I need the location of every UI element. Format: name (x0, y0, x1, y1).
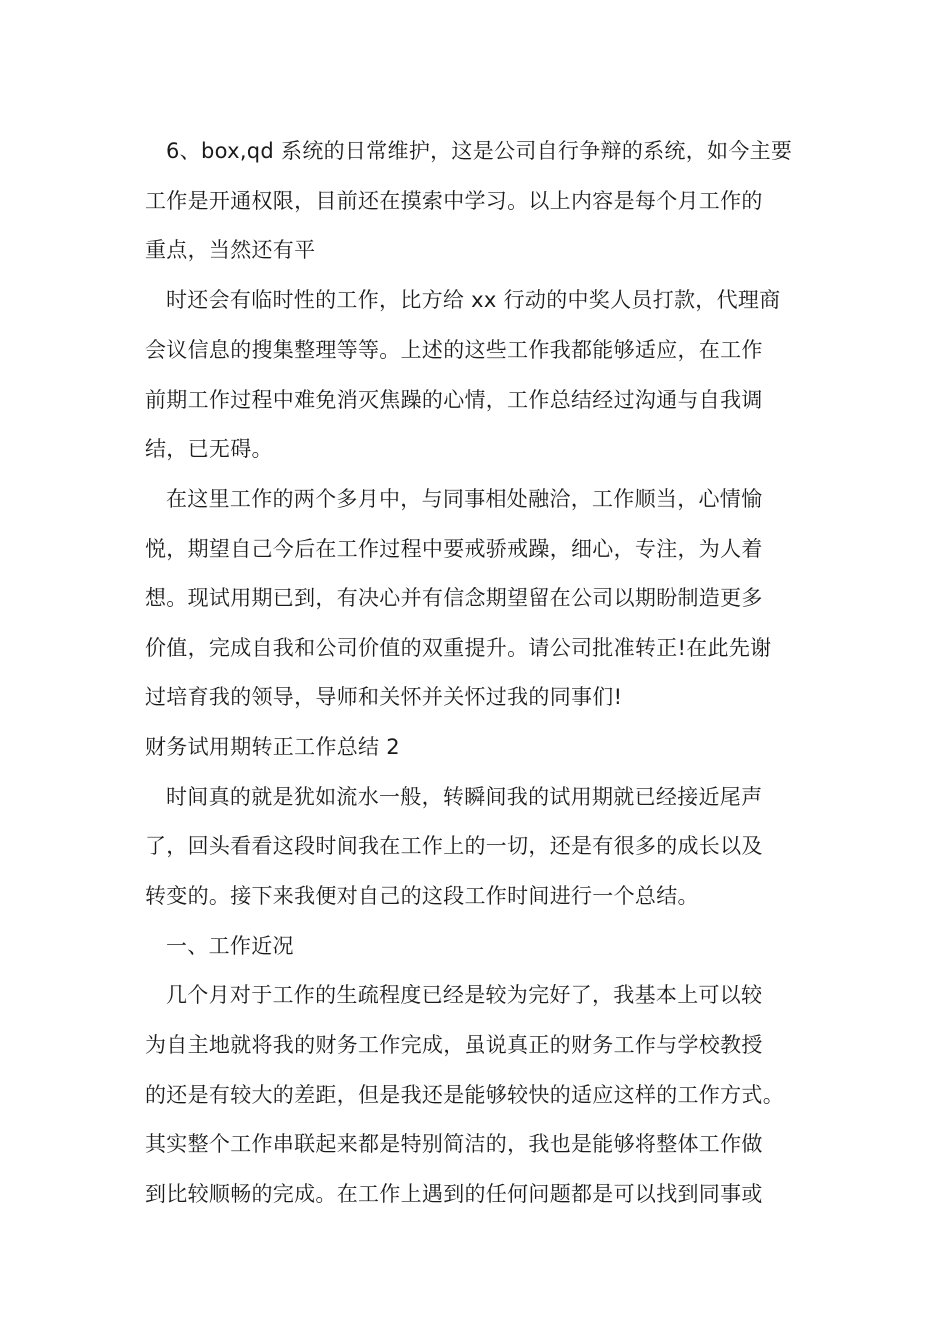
paragraph-line: 前期工作过程中难免消灭焦躁的心情，工作总结经过沟通与自我调 (145, 388, 763, 412)
paragraph-line: 在这里工作的两个多月中，与同事相处融洽，工作顺当，心情愉 (166, 487, 763, 511)
paragraph-line: 为自主地就将我的财务工作完成，虽说真正的财务工作与学校教授 (145, 1033, 763, 1057)
section-heading: 财务试用期转正工作总结 2 (145, 735, 400, 759)
paragraph-line: 价值，完成自我和公司价值的双重提升。请公司批准转正!在此先谢 (145, 636, 772, 660)
paragraph-line: 会议信息的搜集整理等等。上述的这些工作我都能够适应，在工作 (145, 338, 763, 362)
paragraph-line: 6、box,qd 系统的日常维护，这是公司自行争辩的系统，如今主要 (166, 139, 793, 163)
paragraph-line: 时还会有临时性的工作，比方给 xx 行动的中奖人员打款，代理商 (166, 288, 781, 312)
paragraph-line: 转变的。接下来我便对自己的这段工作时间进行一个总结。 (145, 884, 699, 908)
subsection-heading: 一、工作近况 (166, 934, 294, 958)
paragraph-line: 其实整个工作串联起来都是特别简洁的，我也是能够将整体工作做 (145, 1132, 763, 1156)
paragraph-line: 到比较顺畅的完成。在工作上遇到的任何问题都是可以找到同事或 (145, 1182, 763, 1206)
paragraph-line: 悦，期望自己今后在工作过程中要戒骄戒躁，细心，专注，为人着 (145, 537, 763, 561)
paragraph-line: 几个月对于工作的生疏程度已经是较为完好了，我基本上可以较 (166, 983, 763, 1007)
paragraph-line: 的还是有较大的差距，但是我还是能够较快的适应这样的工作方式。 (145, 1083, 784, 1107)
paragraph-line: 结，已无碍。 (145, 437, 273, 461)
paragraph-line: 时间真的就是犹如流水一般，转瞬间我的试用期就已经接近尾声 (166, 785, 763, 809)
paragraph-line: 想。现试用期已到，有决心并有信念期望留在公司以期盼制造更多 (145, 586, 763, 610)
paragraph-line: 过培育我的领导，导师和关怀并关怀过我的同事们! (145, 685, 623, 709)
paragraph-line: 了，回头看看这段时间我在工作上的一切，还是有很多的成长以及 (145, 834, 763, 858)
paragraph-line: 重点，当然还有平 (145, 238, 316, 262)
paragraph-line: 工作是开通权限，目前还在摸索中学习。以上内容是每个月工作的 (145, 189, 763, 213)
